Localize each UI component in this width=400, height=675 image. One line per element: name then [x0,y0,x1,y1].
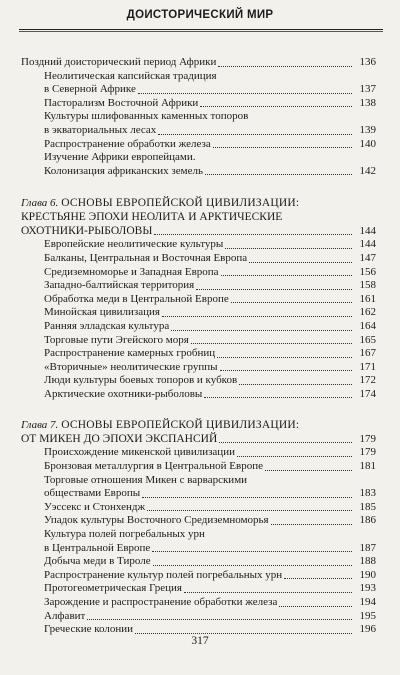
toc-entry-title: Зарождение и распространение обработки железа [44,596,278,608]
toc-entry-title: Балканы, Центральная и Восточная Европа [44,251,248,264]
leader-dots [147,509,352,511]
toc-entry-line: Неолитическая капсийская традиция [44,69,217,82]
toc-page-number: 144 [359,238,376,251]
leader-dots [205,173,352,175]
toc-page-number: 172 [359,374,376,387]
chapter-6-entries [21,238,376,401]
leader-dots [218,65,352,67]
toc-page-number: 142 [359,164,376,177]
toc-entry [21,555,376,569]
toc-page-number: 164 [359,319,376,332]
toc-page-number: 158 [359,279,376,292]
chapter-title-line: КРЕСТЬЯНЕ ЭПОХИ НЕОЛИТА И АРКТИЧЕСКИЕ [21,211,283,224]
toc-entry-title: Греческие колонии [44,623,133,636]
toc-entry [21,252,376,266]
toc-entry [21,306,376,320]
chapter-6-heading [21,196,376,238]
toc-page-number: 140 [359,137,376,150]
toc-entry [21,446,376,460]
toc-entry-title: Упадок культуры Восточного Средиземноморья [44,514,269,527]
chapter-7-heading [21,418,376,446]
toc-entry-title: Торговые пути Эгейского моря [44,333,189,346]
toc-entry-title: Добыча меди в Тироле [44,555,151,568]
toc-page-number: 185 [359,500,376,513]
leader-dots [138,92,352,94]
toc-entry-title: Распространение культур полей погребальных урн [44,568,283,581]
toc-entry-title: в Центральной Европе [44,541,151,554]
toc-page-number: 193 [359,582,376,595]
toc-entry [21,279,376,293]
toc-entry [21,83,376,97]
chapter-title-line: ОСНОВЫ ЕВРОПЕЙСКОЙ ЦИВИЛИЗАЦИИ: [61,419,300,432]
toc-entry [21,542,376,556]
toc-entry-title: Минойская цивилизация [44,306,160,319]
toc-entry-line: Культура полей погребальных урн [44,528,205,541]
toc-entry [21,514,376,528]
toc-page-number: 194 [359,596,376,608]
toc-entry [21,460,376,474]
toc-page-number: 174 [359,387,376,400]
toc-entry [21,56,376,70]
toc-page-number: 167 [359,347,376,360]
leader-dots [142,496,352,498]
toc-entry-line: Изучение Африки европейцами. [44,151,196,164]
toc-page-number: 162 [359,306,376,319]
toc-entry [21,596,376,610]
leader-dots [87,618,352,620]
toc-entry [21,569,376,583]
toc-entry-title: Распространение камерных гробниц [44,347,216,360]
toc-page-number: 195 [359,609,376,622]
toc-page-number: 179 [359,446,376,459]
toc-entry [21,582,376,596]
toc-entry [21,320,376,334]
leader-dots [184,591,352,593]
chapter-label: Глава 7. [21,419,59,432]
toc-page-number: 171 [359,360,376,373]
toc-page-number: 144 [359,225,376,238]
chapter-label: Глава 6. [21,197,59,210]
toc-entry-title: Европейские неолитические культуры [44,238,224,251]
chapter-7-entries [21,446,376,636]
toc-entry-title: Колонизация африканских земель [44,164,204,177]
leader-dots [225,247,352,249]
toc-page-number: 165 [359,333,376,346]
toc-entry [21,388,376,402]
toc-entry [21,97,376,111]
toc-entry [21,165,376,179]
toc-page-number: 136 [359,56,376,68]
toc-entry [21,293,376,307]
chapter-title-row [21,432,376,446]
toc-entry [21,347,376,361]
leader-dots [171,329,352,331]
toc-page-number: 147 [359,251,376,264]
leader-dots [191,342,352,344]
toc-entry-title: Поздний доисторический период Африки [21,56,217,68]
toc-entry-title: Обработка меди в Центральной Европе [44,292,229,305]
leader-dots [153,564,352,566]
leader-dots [152,550,352,552]
toc-entry-title: «Вторичные» неолитические группы [44,360,218,373]
toc-entry [21,361,376,375]
leader-dots [279,605,352,607]
table-of-contents [21,56,376,637]
chapter-title-line: ОТ МИКЕН ДО ЭПОХИ ЭКСПАНСИЙ [21,433,218,446]
toc-page-number: 179 [359,433,376,446]
toc-entry-title: Бронзовая металлургия в Центральной Европе [44,460,263,473]
leader-dots [237,455,352,457]
header-rule [19,29,383,30]
toc-entry [21,238,376,252]
page-number: 317 [191,635,209,647]
toc-entry-title: Арктические охотники-рыболовы [44,387,203,400]
toc-entry-title: в экваториальных лесах [44,123,157,136]
toc-page-number: 190 [359,568,376,581]
toc-entry [21,501,376,515]
header-rule-thin [19,31,383,32]
toc-page-number: 161 [359,292,376,305]
toc-entry-title: Происхождение микенской цивилизации [44,446,235,459]
toc-entry-title: Алфавит [44,609,86,622]
leader-dots [200,105,352,107]
toc-entry-title: Средиземноморье и Западная Европа [44,265,219,278]
toc-entry-title: Ранняя элладская культура [44,319,170,332]
toc-entry [21,487,376,501]
chapter-title-line: ОСНОВЫ ЕВРОПЕЙСКОЙ ЦИВИЛИЗАЦИИ: [61,197,300,210]
leader-dots [220,369,353,371]
leader-dots [196,288,352,290]
leader-dots [135,632,352,634]
leader-dots [154,233,352,235]
leader-dots [162,315,352,317]
toc-entry [21,334,376,348]
toc-entry-title: Пасторализм Восточной Африки [44,96,199,109]
leader-dots [219,441,352,443]
leader-dots [249,261,352,263]
toc-entry [21,266,376,280]
toc-page-number: 196 [359,623,376,636]
toc-entry-title: Западно-балтийская территория [44,279,195,292]
toc-page-number: 181 [359,460,376,473]
toc-page-number: 186 [359,514,376,527]
toc-page-number: 183 [359,487,376,500]
leader-dots [213,146,352,148]
toc-entry-title: Протогеометрическая Греция [44,582,182,595]
leader-dots [271,523,352,525]
toc-page-number: 137 [359,83,376,96]
toc-page-number: 138 [359,96,376,109]
chapter-title-row [21,224,376,238]
leader-dots [204,396,352,398]
toc-entry [21,610,376,624]
toc-page-number: 188 [359,555,376,568]
toc-entry [21,374,376,388]
toc-entry [21,124,376,138]
toc-entry-title: Уэссекс и Стонхендж [44,500,146,513]
leader-dots [239,383,352,385]
toc-entry-line: Торговые отношения Микен с варварскими [44,473,248,486]
chapter-title-line: ОХОТНИКИ-РЫБОЛОВЫ [21,225,153,238]
toc-entry-title: в Северной Африке [44,83,136,96]
leader-dots [265,469,352,471]
leader-dots [217,356,352,358]
toc-page-number: 187 [359,541,376,554]
running-head: ДОИСТОРИЧЕСКИЙ МИР [126,9,274,21]
leader-dots [284,577,352,579]
toc-entry-title: Люди культуры боевых топоров и кубков [44,374,238,387]
toc-entry [21,138,376,152]
toc-entry-title: обществами Европы [44,487,141,500]
toc-page-number: 139 [359,123,376,136]
toc-entry-line: Культуры шлифованных каменных топоров [44,110,249,123]
toc-page-number: 156 [359,265,376,278]
leader-dots [231,301,352,303]
leader-dots [221,274,352,276]
toc-entry-title: Распространение обработки железа [44,137,211,150]
leader-dots [158,133,352,135]
